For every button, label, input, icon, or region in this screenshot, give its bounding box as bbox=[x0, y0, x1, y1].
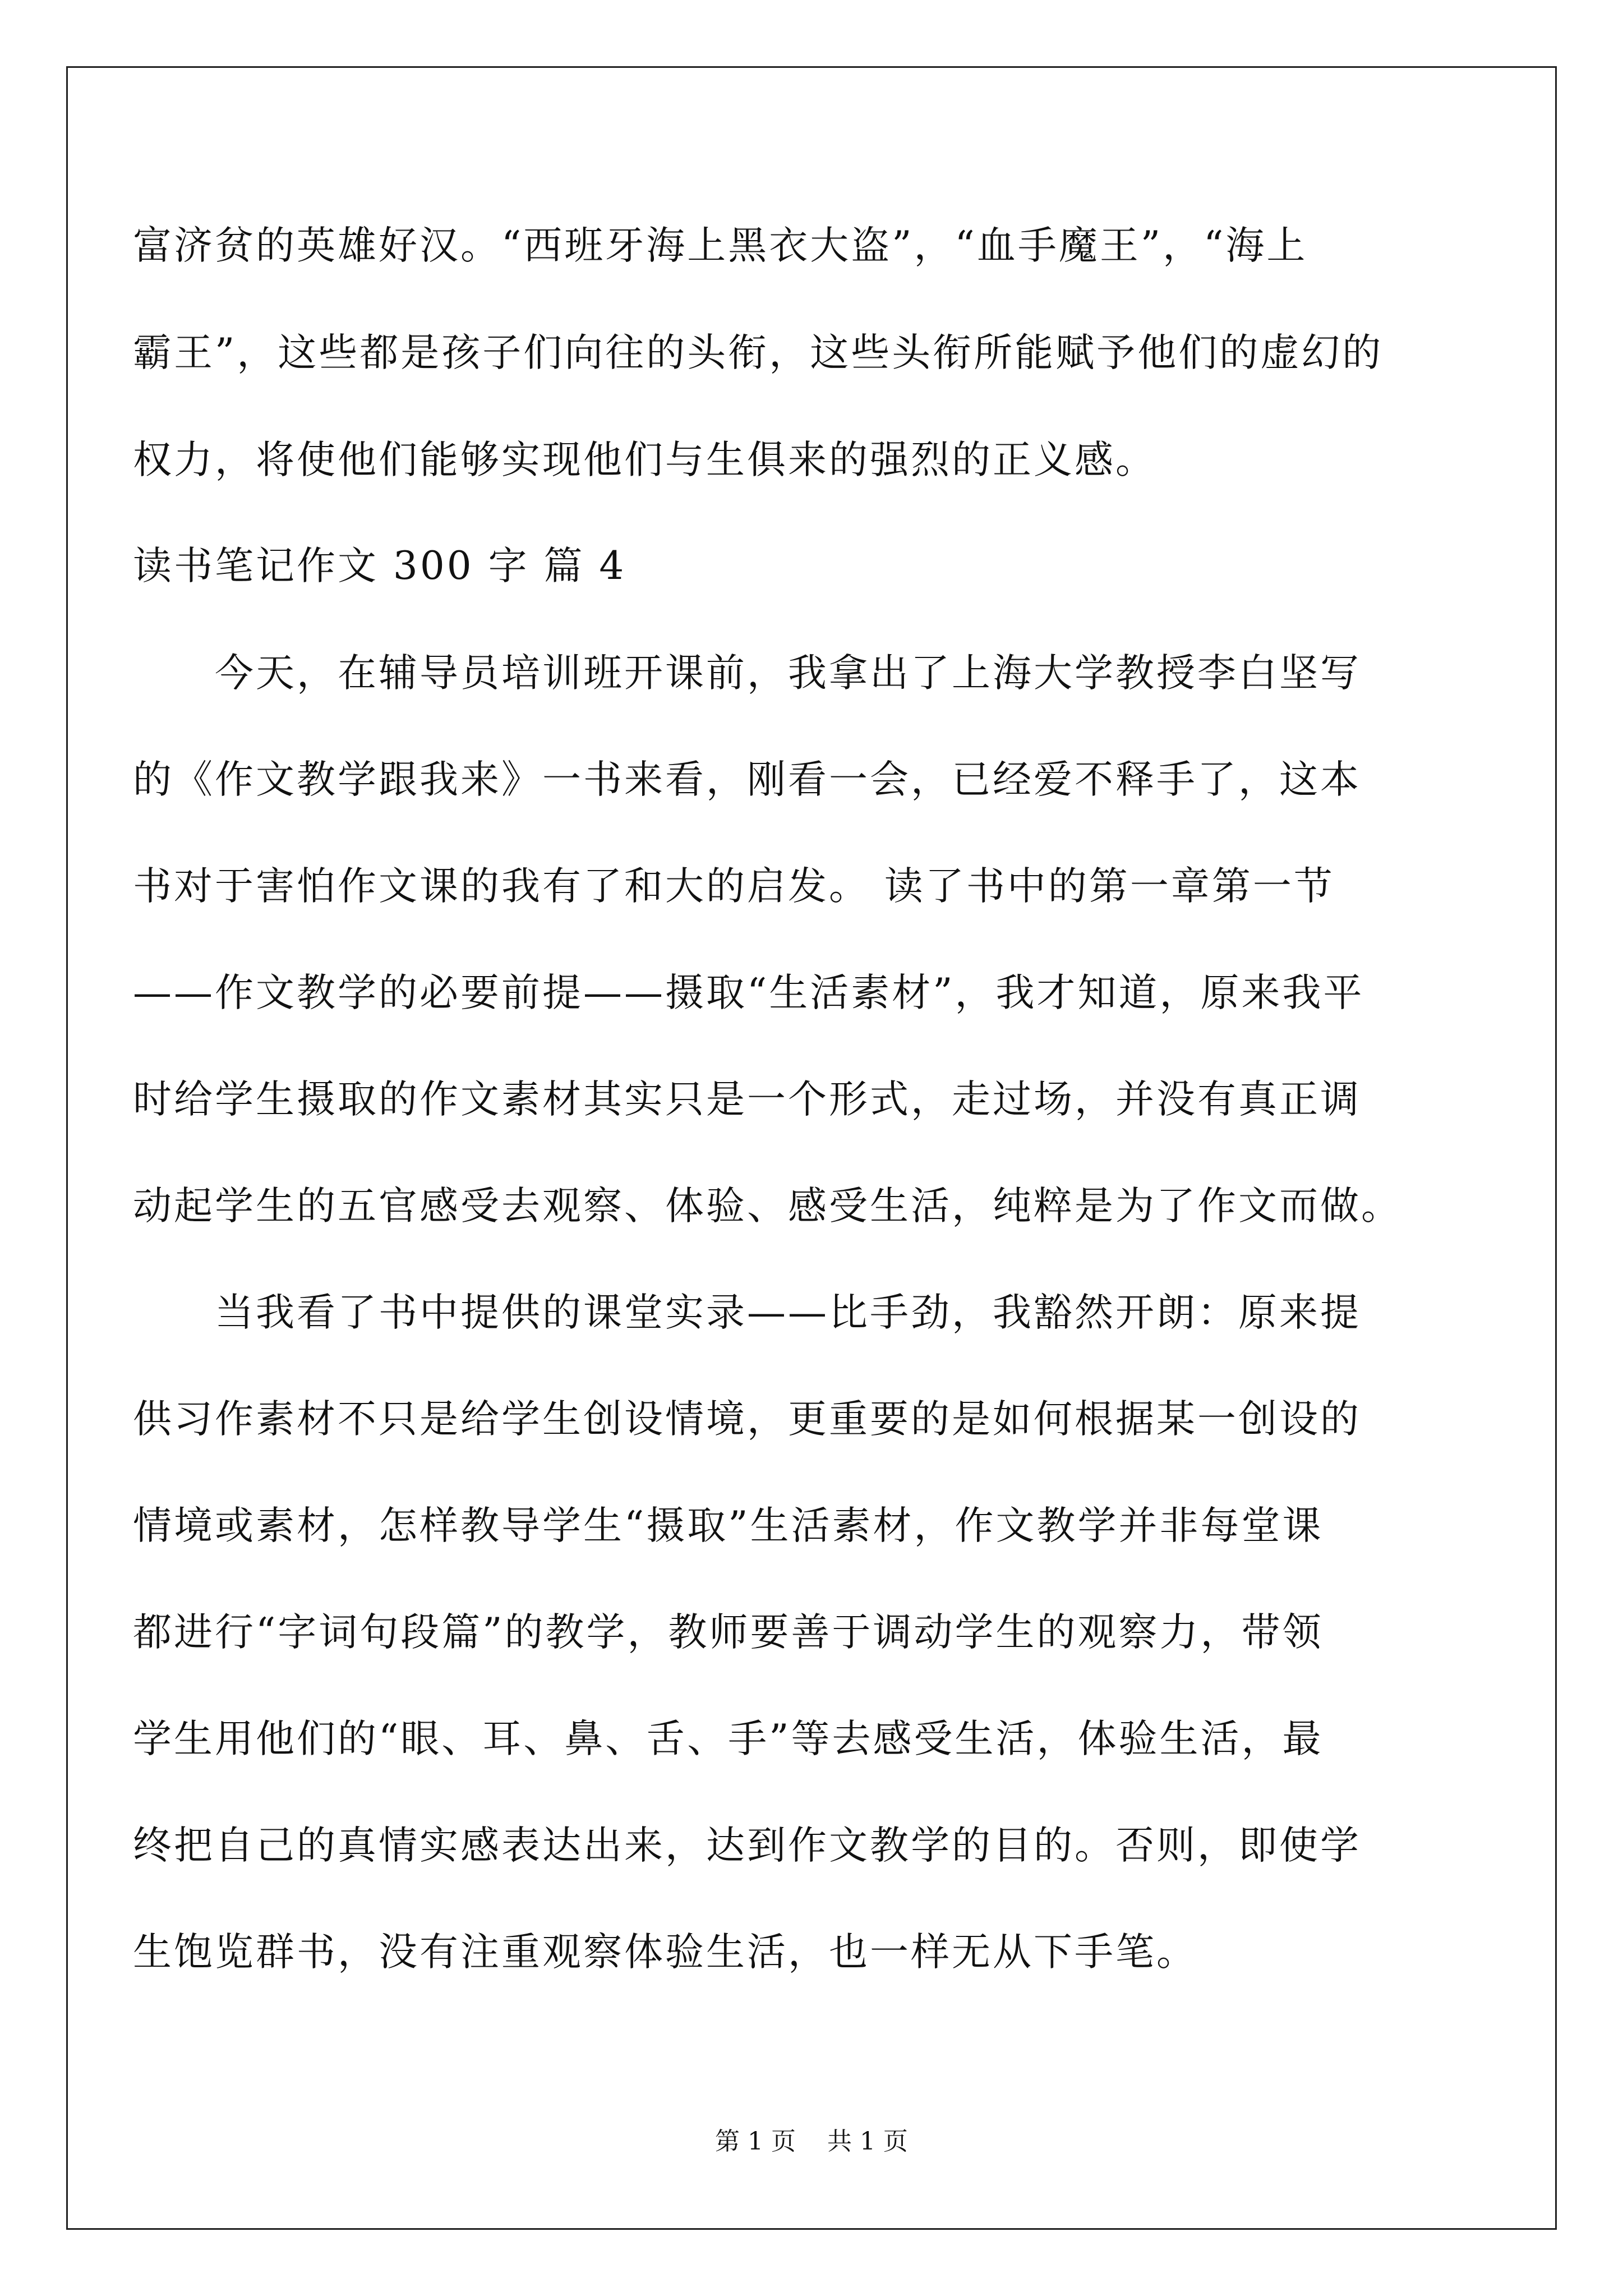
text-line: ——作文教学的必要前提——摄取“生活素材”，我才知道，原来我平 bbox=[133, 970, 1364, 1015]
page-number-footer: 第 1 页 共 1 页 bbox=[715, 2127, 908, 2156]
text-line: 富济贫的英雄好汉。“西班牙海上黑衣大盗”，“血手魔王”，“海上 bbox=[133, 223, 1308, 268]
text-line: 今天，在辅导员培训班开课前，我拿出了上海大学教授李白坚写 bbox=[133, 651, 1361, 696]
section-heading: 读书笔记作文 300 字 篇 4 bbox=[133, 544, 626, 588]
text-line: 终把自己的真情实感表达出来，达到作文教学的目的。否则，即使学 bbox=[133, 1823, 1361, 1868]
text-line: 生饱览群书，没有注重观察体验生活，也一样无从下手笔。 bbox=[133, 1930, 1197, 1975]
text-line: 时给学生摄取的作文素材其实只是一个形式，走过场，并没有真正调 bbox=[133, 1077, 1361, 1122]
text-line: 情境或素材，怎样教导学生“摄取”生活素材，作文教学并非每堂课 bbox=[133, 1503, 1324, 1548]
text-line: 权力，将使他们能够实现他们与生俱来的强烈的正义感。 bbox=[133, 438, 1156, 482]
text-line: 的《作文教学跟我来》一书来看，刚看一会，已经爱不释手了，这本 bbox=[133, 757, 1361, 802]
text-line: 都进行“字词句段篇”的教学，教师要善于调动学生的观察力，带领 bbox=[133, 1610, 1324, 1655]
text-line: 霸王”，这些都是孩子们向往的头衔，这些头衔所能赋予他们的虚幻的 bbox=[133, 330, 1384, 375]
text-line: 供习作素材不只是给学生创设情境，更重要的是如何根据某一创设的 bbox=[133, 1397, 1361, 1442]
text-line: 动起学生的五官感受去观察、体验、感受生活，纯粹是为了作文而做。 bbox=[133, 1184, 1402, 1228]
text-line: 书对于害怕作文课的我有了和大的启发。 读了书中的第一章第一节 bbox=[133, 864, 1335, 909]
text-line: 学生用他们的“眼、耳、鼻、舌、手”等去感受生活，体验生活，最 bbox=[133, 1717, 1324, 1761]
page-border bbox=[66, 66, 1557, 2230]
text-line: 当我看了书中提供的课堂实录——比手劲，我豁然开朗：原来提 bbox=[133, 1290, 1361, 1335]
